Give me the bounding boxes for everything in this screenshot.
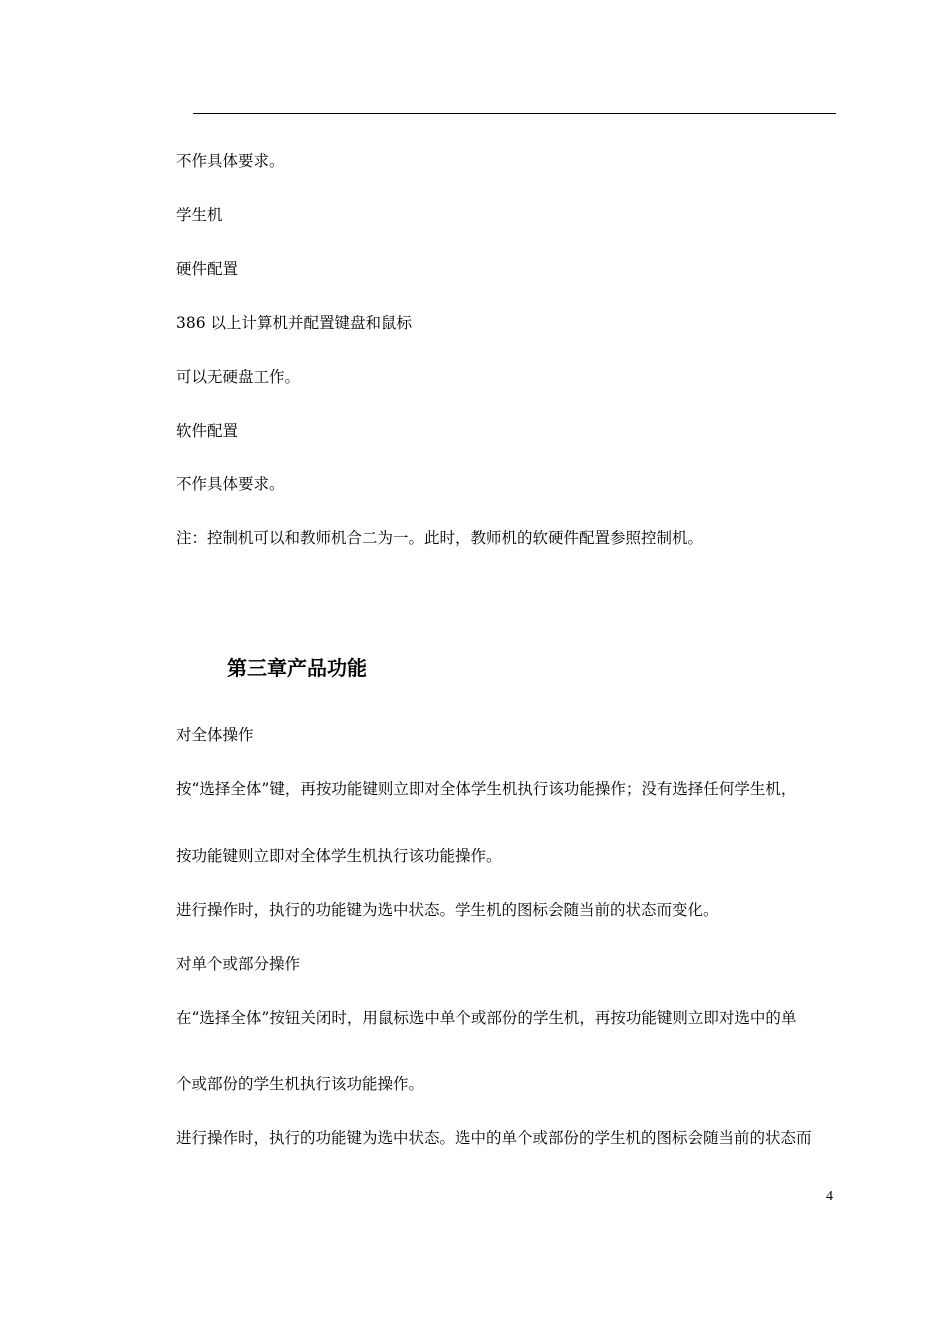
chapter-title: 第三章产品功能 — [227, 656, 367, 680]
text-line: 386 以上计算机并配置键盘和鼠标 — [176, 314, 413, 332]
header-rule — [193, 113, 836, 114]
text-line: 进行操作时，执行的功能键为选中状态。选中的单个或部份的学生机的图标会随当前的状态而 — [176, 1129, 812, 1147]
text-line: 在“选择全体”按钮关闭时，用鼠标选中单个或部份的学生机，再按功能键则立即对选中的单 — [176, 1009, 797, 1027]
text-line: 对全体操作 — [176, 726, 254, 744]
text-line: 个或部份的学生机执行该功能操作。 — [176, 1075, 425, 1093]
text-line: 不作具体要求。 — [176, 152, 285, 170]
text-line: 对单个或部分操作 — [176, 955, 301, 973]
text-line: 注：控制机可以和教师机合二为一。此时，教师机的软硬件配置参照控制机。 — [176, 529, 704, 547]
text-line: 按“选择全体”键，再按功能键则立即对全体学生机执行该功能操作；没有选择任何学生机， — [176, 780, 797, 798]
text-line: 学生机 — [176, 206, 223, 224]
text-line: 不作具体要求。 — [176, 475, 285, 493]
text-line: 按功能键则立即对全体学生机执行该功能操作。 — [176, 847, 502, 865]
page-number: 4 — [826, 1189, 833, 1204]
text-line: 可以无硬盘工作。 — [176, 368, 301, 386]
text-line: 硬件配置 — [176, 260, 239, 278]
text-line: 进行操作时，执行的功能键为选中状态。学生机的图标会随当前的状态而变化。 — [176, 901, 719, 919]
text-line: 软件配置 — [176, 422, 239, 440]
